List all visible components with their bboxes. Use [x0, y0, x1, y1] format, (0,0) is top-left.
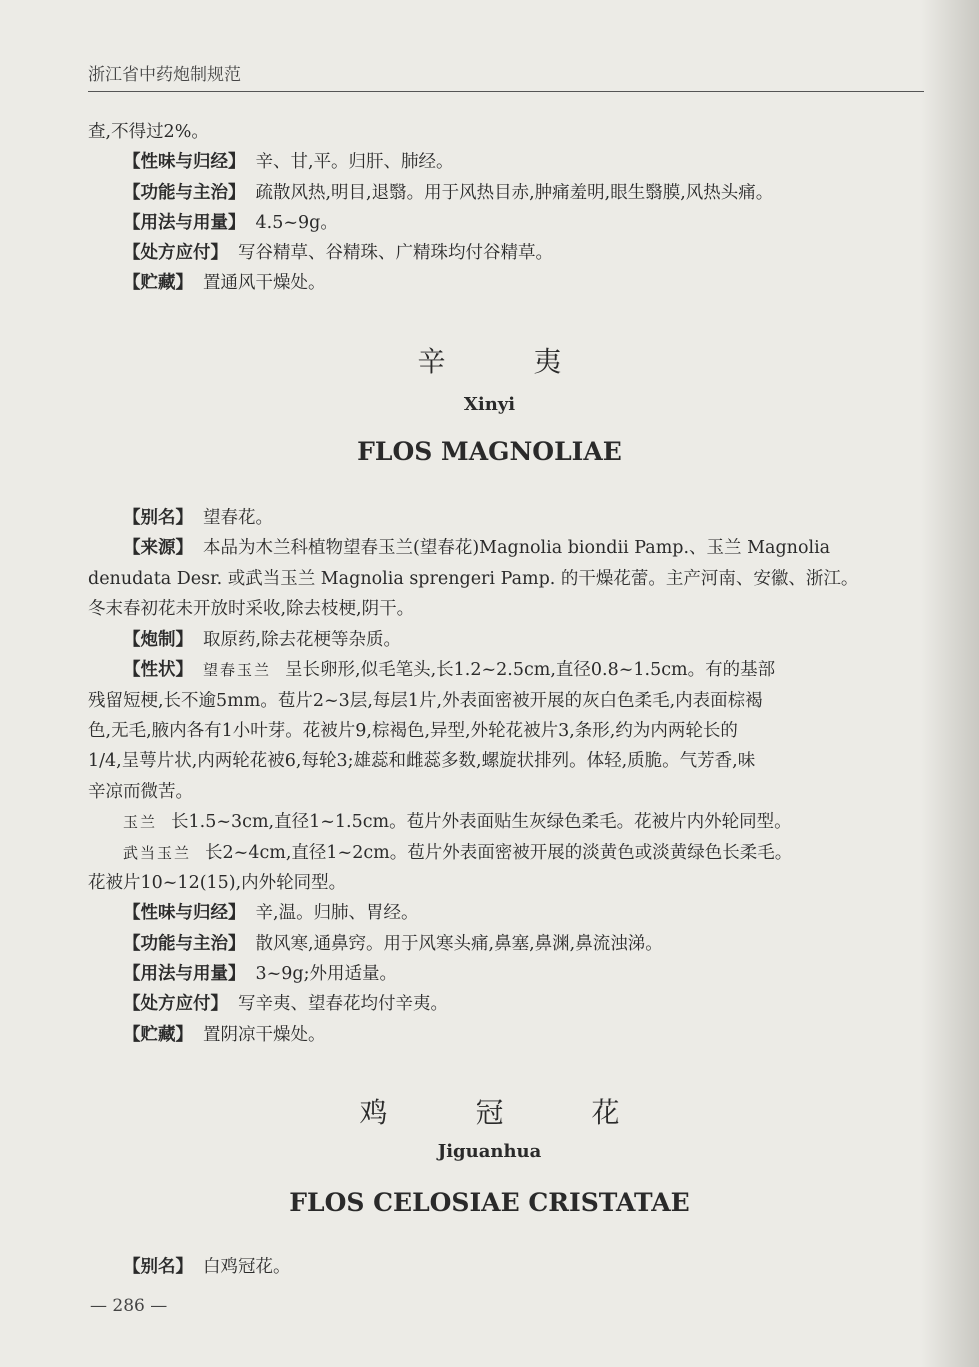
- section-label: 【性味与归经】: [123, 152, 246, 172]
- xinyi-dosage: [123, 959, 943, 989]
- title-char: 夷: [533, 345, 562, 378]
- section-text: 长2~4cm,直径1~2cm。苞片外表面密被开展的淡黄色或淡黄绿色长柔毛。: [205, 843, 793, 863]
- section-text: 辛,温。归肺、胃经。: [255, 903, 419, 923]
- section-label: 【功能与主治】: [123, 934, 246, 954]
- entry-title-jiguanhua: [0, 1091, 979, 1131]
- title-char: 辛: [417, 345, 446, 378]
- prev-taste-meridian: [123, 147, 943, 177]
- header-rule: [88, 91, 924, 92]
- section-text: 本品为木兰科植物望春玉兰(望春花)Magnolia biondii Pamp.、玉兰 Magnolia: [203, 538, 831, 558]
- section-label: 【贮藏】: [123, 1025, 193, 1045]
- xinyi-source-line2: denudata Desr. 或武当玉兰 Magnolia sprengeri Pamp. 的干燥花蕾。主产河南、安徽、浙江。: [88, 569, 859, 589]
- section-text: 置阴凉干燥处。: [203, 1025, 326, 1045]
- xinyi-function: [123, 929, 943, 959]
- title-char: 花: [591, 1096, 620, 1129]
- entry-pinyin-jiguanhua: Jiguanhua: [437, 1141, 542, 1162]
- xinyi-taste-meridian: [123, 898, 943, 928]
- section-text: 4.5~9g。: [255, 213, 338, 233]
- section-label: 【功能与主治】: [123, 183, 246, 203]
- section-label: 【炮制】: [123, 630, 193, 650]
- section-text: 3~9g;外用适量。: [255, 964, 398, 984]
- section-text: 取原药,除去花梗等杂质。: [203, 630, 402, 650]
- variety-label: 望春玉兰: [203, 661, 272, 679]
- section-text: 写谷精草、谷精珠、广精珠均付谷精草。: [238, 243, 553, 263]
- prev-prescription: [123, 238, 943, 268]
- section-text: 长1.5~3cm,直径1~1.5cm。苞片外表面贴生灰绿色柔毛。花被片内外轮同型。: [171, 812, 792, 832]
- xinyi-prescription: [123, 989, 943, 1019]
- section-text: 疏散风热,明目,退翳。用于风热目赤,肿痛羞明,眼生翳膜,风热头痛。: [255, 183, 774, 203]
- section-label: 【处方应付】: [123, 994, 228, 1014]
- section-text: 辛、甘,平。归肝、肺经。: [255, 152, 454, 172]
- section-label: 【处方应付】: [123, 243, 228, 263]
- xinyi-character-line4: 1/4,呈萼片状,内两轮花被6,每轮3;雄蕊和雌蕊多数,螺旋状排列。体轻,质脆。气芳香,味: [88, 751, 756, 771]
- variety-label: 武当玉兰: [123, 844, 192, 862]
- section-text: 白鸡冠花。: [203, 1257, 291, 1277]
- xinyi-character-line5: 辛凉而微苦。: [88, 782, 193, 802]
- xinyi-alias: [123, 503, 943, 533]
- section-text: 写辛夷、望春花均付辛夷。: [238, 994, 448, 1014]
- title-char: 冠: [475, 1096, 504, 1129]
- section-label: 【别名】: [123, 508, 193, 528]
- xinyi-storage: [123, 1020, 943, 1050]
- xinyi-character-line1: [123, 655, 943, 685]
- section-label: 【别名】: [123, 1257, 193, 1277]
- xinyi-source-line3: 冬末春初花未开放时采收,除去枝梗,阴干。: [88, 599, 415, 619]
- section-text: 呈长卵形,似毛笔头,长1.2~2.5cm,直径0.8~1.5cm。有的基部: [285, 660, 776, 680]
- xinyi-processing: [123, 625, 943, 655]
- xinyi-character-line2: 残留短梗,长不逾5mm。苞片2~3层,每层1片,外表面密被开展的灰白色柔毛,内表面棕褐: [88, 691, 763, 711]
- title-char: 鸡: [359, 1096, 388, 1129]
- section-label: 【性味与归经】: [123, 903, 246, 923]
- jiguanhua-alias: [123, 1252, 943, 1282]
- xinyi-wudang-line1: [123, 838, 943, 868]
- xinyi-character-line3: 色,无毛,腋内各有1小叶芽。花被片9,棕褐色,异型,外轮花被片3,条形,约为内两轮长的: [88, 721, 738, 741]
- page-number: — 286 —: [90, 1296, 168, 1316]
- section-label: 【用法与用量】: [123, 213, 246, 233]
- xinyi-source-line1: [123, 533, 943, 563]
- section-text: 望春花。: [203, 508, 273, 528]
- entry-latin-xinyi: FLOS MAGNOLIAE: [357, 437, 622, 466]
- prev-storage: [123, 268, 943, 298]
- entry-pinyin-xinyi: Xinyi: [463, 394, 516, 415]
- running-header: 浙江省中药炮制规范: [88, 65, 241, 85]
- xinyi-wudang-line2: 花被片10~12(15),内外轮同型。: [88, 873, 347, 893]
- section-label: 【贮藏】: [123, 273, 193, 293]
- section-label: 【用法与用量】: [123, 964, 246, 984]
- section-text: 置通风干燥处。: [203, 273, 326, 293]
- section-label: 【来源】: [123, 538, 193, 558]
- section-text: 散风寒,通鼻窍。用于风寒头痛,鼻塞,鼻渊,鼻流浊涕。: [255, 934, 663, 954]
- continuation-text: 查,不得过2%。: [88, 122, 209, 142]
- entry-title-xinyi: [0, 340, 979, 380]
- section-label: 【性状】: [123, 660, 193, 680]
- entry-latin-jiguanhua: FLOS CELOSIAE CRISTATAE: [289, 1188, 690, 1217]
- variety-label: 玉兰: [123, 813, 158, 831]
- xinyi-yulan: [123, 807, 943, 837]
- prev-function: [123, 178, 943, 208]
- prev-dosage: [123, 208, 943, 238]
